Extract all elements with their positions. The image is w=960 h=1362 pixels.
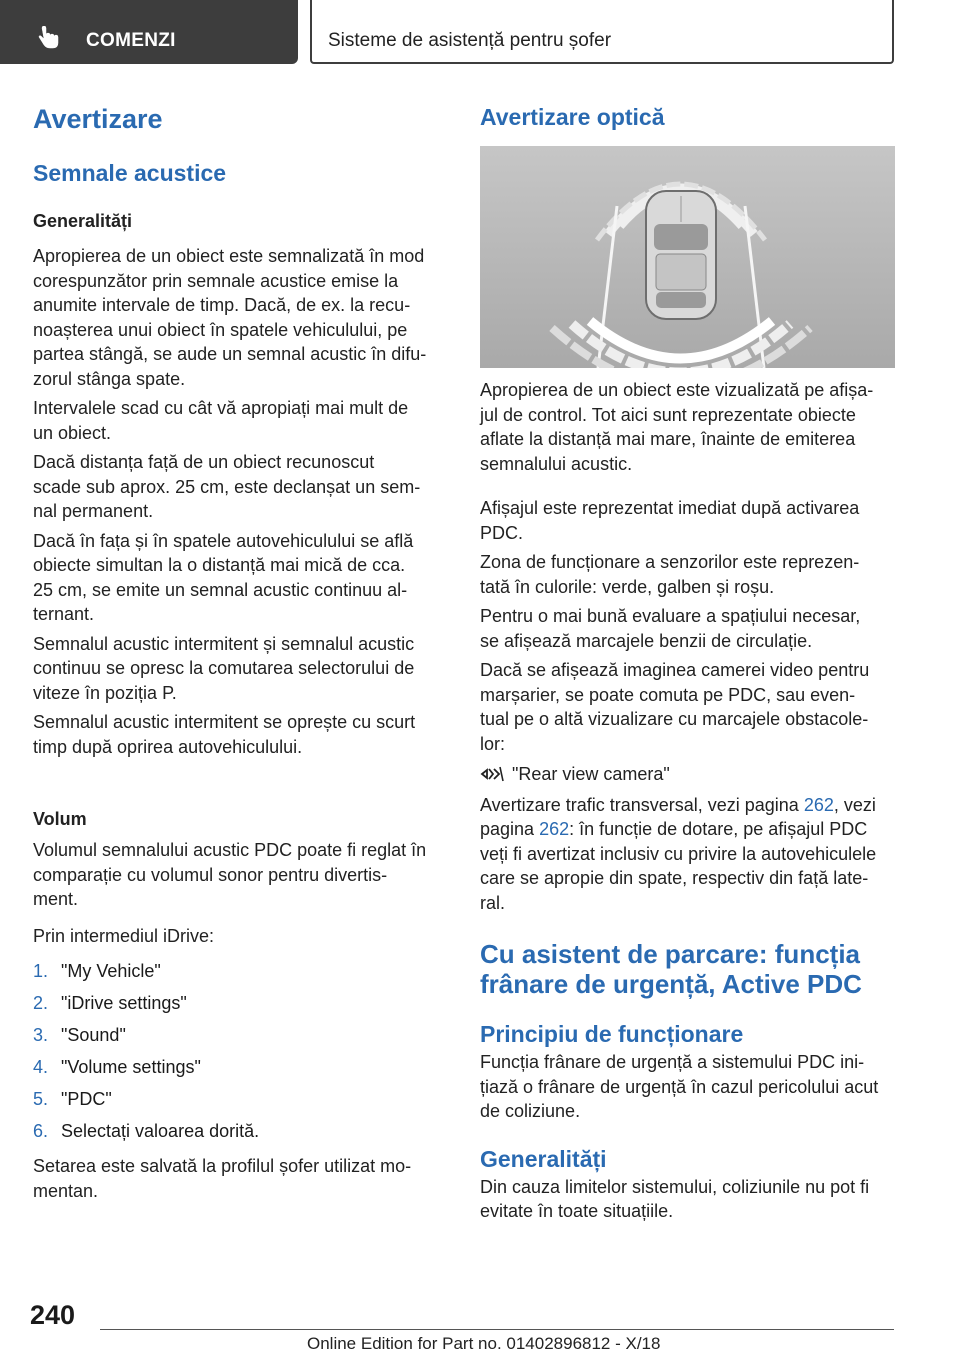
camera-label: "Rear view camera"	[512, 764, 670, 784]
text-line: obiecte simultan la o distanță mai mică de cca.	[33, 555, 406, 575]
text-line: Apropierea de un obiect este semnalizată în mod	[33, 246, 425, 266]
general-paragraph	[33, 710, 447, 759]
text-fragment: pagina	[480, 819, 540, 839]
text-line: PDC.	[480, 522, 524, 543]
rear-camera-icon	[480, 765, 504, 783]
text-line: Setarea este salvată la profilul șofer utilizat mo-	[33, 1156, 412, 1176]
volume-paragraph	[33, 838, 447, 912]
pdc-display-image	[480, 146, 895, 368]
list-item	[33, 1087, 447, 1111]
step-text: "iDrive settings"	[61, 993, 187, 1013]
text-line: Dacă în fața și în spatele autovehiculului se află	[33, 530, 414, 551]
text-line: 25 cm, se emite un semnal acustic continuu al-	[33, 579, 408, 600]
list-item	[33, 1055, 447, 1079]
section-tab	[0, 0, 298, 64]
text-line: de coliziune.	[480, 1101, 581, 1121]
paragraph-lane-markings	[480, 604, 894, 653]
general-paragraph	[33, 632, 447, 706]
paragraph-cross-traffic	[480, 793, 894, 916]
text-line: Volumul semnalului acustic PDC poate fi reglat în	[33, 840, 427, 860]
text-line: ment.	[33, 889, 79, 909]
idrive-intro: Prin intermediul iDrive:	[33, 926, 215, 946]
step-number: 6.	[33, 1121, 49, 1141]
page-link[interactable]: 262	[539, 819, 570, 839]
text-fragment: : în funcție de dotare, pe afișajul PDC	[569, 819, 868, 839]
text-line: Semnalul acustic intermitent se oprește cu scurt	[33, 712, 416, 732]
paragraph-visualization	[480, 378, 894, 476]
volume-text	[33, 838, 447, 912]
right-text	[480, 378, 894, 1224]
heading-acoustic-signals: Semnale acustice	[33, 160, 227, 186]
text-line: Semnalul acustic intermitent și semnalul acustic	[33, 633, 415, 654]
list-item	[33, 1023, 447, 1047]
text-line: Dacă se afișează imaginea camerei video pentru	[480, 660, 870, 680]
text-line: ral.	[480, 892, 506, 913]
text-line: jul de control. Tot aici sunt reprezentate obiecte	[480, 404, 856, 425]
hand-icon	[38, 26, 60, 50]
list-item	[33, 991, 447, 1015]
general-paragraph	[33, 244, 447, 391]
text-line: un obiect.	[33, 422, 112, 443]
section-label: COMENZI	[86, 30, 176, 51]
text-line: Afișajul este reprezentat imediat după activarea	[480, 498, 860, 518]
text-line: Funcția frânare de urgență a sistemului PDC ini-	[480, 1052, 865, 1072]
list-item	[33, 1119, 447, 1143]
step-text: "PDC"	[61, 1089, 112, 1109]
text-line	[480, 793, 894, 818]
paragraph-display	[480, 496, 894, 545]
step-text: "Sound"	[61, 1025, 126, 1045]
page-number: 240	[30, 1300, 76, 1330]
text-line: nal permanent.	[33, 501, 154, 521]
text-line: continuu se opresc la comutarea selectorului de	[33, 658, 415, 678]
heading-line: frânare de urgență, Active PDC	[480, 969, 862, 999]
paragraph-camera	[480, 658, 894, 756]
heading-warning: Avertizare	[33, 104, 163, 134]
text-line: se afișează marcajele benzii de circulație.	[480, 630, 813, 651]
heading-visual-warning: Avertizare optică	[480, 104, 665, 130]
paragraph-general-right	[480, 1175, 894, 1224]
text-fragment: , vezi	[833, 794, 876, 815]
text-line: noașterea unui obiect în spatele vehiculului, pe	[33, 319, 408, 340]
text-line: tual pe o altă vizualizare cu marcajele obstacole-	[480, 709, 869, 729]
text-line: veți fi avertizat inclusiv cu privire la autovehiculele	[480, 843, 877, 864]
heading-line: Cu asistent de parcare: funcția	[480, 939, 860, 969]
text-line: Zona de funcționare a senzorilor este reprezen-	[480, 552, 860, 572]
text-line: tată în culorile: verde, galben și roșu.	[480, 576, 775, 597]
step-list	[33, 959, 447, 1151]
list-item	[33, 959, 447, 983]
text-line: timp după oprirea autovehiculului.	[33, 736, 303, 757]
camera-option	[480, 762, 894, 787]
text-line: Dacă distanța față de un obiect recunoscut	[33, 452, 375, 472]
chapter-title: Sisteme de asistență pentru șofer	[328, 30, 612, 51]
general-paragraph	[33, 529, 447, 627]
step-number: 5.	[33, 1089, 49, 1109]
general-paragraph	[33, 450, 447, 524]
heading-volume: Volum	[33, 809, 87, 829]
text-line: evitate în toate situațiile.	[480, 1201, 674, 1221]
text-line: anumite intervale de timp. Dacă, de ex. la recu-	[33, 295, 411, 315]
chapter-header	[310, 0, 894, 64]
page-link[interactable]: 262	[803, 794, 834, 815]
general-paragraph	[33, 396, 447, 445]
step-number: 4.	[33, 1057, 49, 1077]
text-line: care se apropie din spate, respectiv din față late-	[480, 868, 869, 888]
text-line: țiază o frânare de urgență în cazul pericolului acut	[480, 1076, 879, 1097]
text-line: Apropierea de un obiect este vizualizată pe afișa-	[480, 380, 874, 400]
text-line: ternant.	[33, 604, 95, 624]
step-text: "My Vehicle"	[61, 961, 161, 981]
text-line: comparație cu volumul sonor pentru divertis-	[33, 864, 388, 885]
paragraph-principle	[480, 1050, 894, 1124]
step-number: 1.	[33, 961, 49, 981]
heading-general: Generalități	[33, 211, 133, 231]
footer-edition: Online Edition for Part no. 01402896812 - X/18	[307, 1334, 661, 1353]
text-line: viteze în poziția P.	[33, 682, 177, 703]
text-line: Intervalele scad cu cât vă apropiați mai mult de	[33, 398, 409, 418]
text-line: zorul stânga spate.	[33, 368, 186, 389]
text-line: partea stângă, se aude un semnal acustic în difu-	[33, 344, 427, 364]
text-line: lor:	[480, 733, 506, 754]
text-line	[480, 817, 894, 842]
heading-general-right: Generalități	[480, 1145, 607, 1172]
general-text	[33, 244, 447, 759]
text-line: scade sub aprox. 25 cm, este declanșat un sem-	[33, 476, 421, 497]
saved-note	[33, 1154, 447, 1203]
text-line: corespunzător prin semnale acustice emise la	[33, 270, 399, 291]
text-fragment: Avertizare trafic transversal, vezi pagina	[480, 794, 804, 815]
saved-paragraph	[33, 1154, 447, 1203]
step-number: 3.	[33, 1025, 49, 1045]
text-line: Pentru o mai bună evaluare a spațiului necesar,	[480, 606, 861, 626]
heading-park-assist	[480, 939, 894, 999]
step-number: 2.	[33, 993, 49, 1013]
text-line: mentan.	[33, 1180, 99, 1201]
text-line: aflate la distanță mai mare, înainte de emiterea	[480, 429, 856, 449]
text-line: marșarier, se poate comuta pe PDC, sau even-	[480, 684, 856, 705]
heading-principle: Principiu de funcționare	[480, 1021, 744, 1047]
step-text: "Volume settings"	[61, 1057, 201, 1077]
step-text: Selectați valoarea dorită.	[61, 1121, 260, 1141]
paragraph-sensor-zone	[480, 550, 894, 599]
text-line: semnalului acustic.	[480, 453, 633, 474]
footer-rule	[100, 1329, 894, 1330]
text-line: Din cauza limitelor sistemului, coliziunile nu pot fi	[480, 1176, 870, 1197]
